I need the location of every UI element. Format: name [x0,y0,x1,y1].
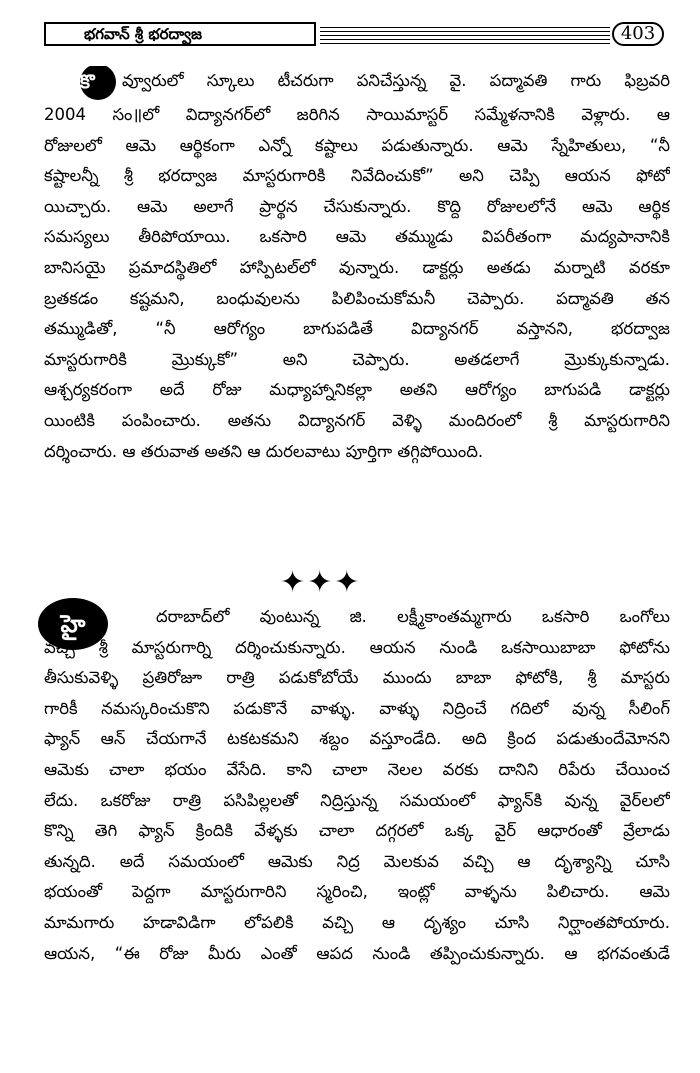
running-title: భగవాన్ శ్రీ భరద్వాజ [44,22,316,46]
text-line: భయంతో పెద్దగా మాస్టరుగారిని స్మరించి, ఇంట్లో వాళ్ళను పిలిచారు. ఆమె [44,882,670,902]
page-content [44,66,670,467]
paragraph-1 [44,66,670,467]
text-line: ఆయన, “ఈ రోజు మీరు ఎంతో ఆపద నుండి తప్పించుకున్నారు. ఆ భగవంతుడే [44,943,670,963]
page-number: 403 [612,22,664,46]
text-line: లేదు. ఒకరోజు రాత్రి పసిపిల్లలతో నిద్రిస్తున్న సమయంలో ఫ్యాన్‌కి వున్న వైర్‌లలో [44,790,670,810]
text-line: కొ వ్వూరులో స్కూలు టీచరుగా పనిచేస్తున్న వై. పద్మావతి గారు ఫిబ్రవరి [44,66,670,100]
drop-cap: కొ [80,66,116,100]
text-line: బ్రతకడం కష్టమని, బంధువులను పిలిపించుకోమనీ చెప్పారు. పద్మావతి తన [44,288,670,308]
text-line: యిచ్చారు. ఆమె అలాగే ప్రార్థన చేసుకున్నారు. కొద్ది రోజులలోనే ఆమె ఆర్థిక [44,196,670,216]
header-rule [320,35,610,36]
text-line: 2004 సం॥లో విద్యానగర్‌లో జరిగిన సాయిమాస్టర్ సమ్మేళనానికి వెళ్లారు. ఆ [44,105,670,124]
text-line: దర్శించారు. ఆ తరువాత అతని ఆ దురలవాటు పూర్తిగా తగ్గిపోయింది. [44,441,484,461]
header-rule [320,39,610,40]
text-line: సమస్యలు తీరిపోయాయి. ఒకసారి ఆమె తమ్ముడు విపరీతంగా మద్యపానానికి [44,227,670,247]
text-line: తున్నది. అదే సమయంలో ఆమెకు నిద్ర మెలకువ వచ్చి ఆ దృశ్యాన్ని చూసి [44,851,670,871]
text-line: తీసుకువెళ్ళి ప్రతిరోజూ రాత్రి పడుకోబోయే ముందు బాబా ఫోటోకి, శ్రీ మాస్టరు [44,668,670,688]
header-rule [320,31,610,32]
text-line: దరాబాద్‌లో వుంటున్న జి. లక్ష్మీకాంతమ్మగారు ఒకసారి ఒంగోలు [156,607,670,626]
text-line: మాస్టరుగారికి మ్రొక్కుకో” అని చెప్పారు. అతడలాగే మ్రొక్కుకున్నాడు. [44,349,670,369]
text-line: ఆమెకు చాలా భయం వేసేది. కాని చాలా నెలల వరకు దానిని రిపేరు చేయించ [44,759,670,779]
page-header [44,22,664,48]
text-line: యింటికి పంపించారు. అతను విద్యానగర్ వెళ్ళి మందిరంలో శ్రీ మాస్టరుగారిని [44,410,670,430]
header-rule [320,27,610,28]
text-line: బానిసయై ప్రమాదస్థితిలో హాస్పిటల్‌లో వున్నారు. డాక్టర్లు అతడు మర్నాటి వరకూ [44,257,670,277]
text-line: కొన్ని తెగి ఫ్యాన్ క్రిందికి వేళ్ళకు చాలా దగ్గరలో ఒక్క వైర్ ఆధారంతో వ్రేలాడు [44,821,670,841]
text-line: మామగారు హడావిడిగా లోపలికి వచ్చి ఆ దృశ్యం చూసి నిర్ఘాంతపోయారు. [44,912,670,932]
paragraph-2 [44,602,670,969]
text-line: కష్టాలన్నీ శ్రీ భరద్వాజ మాస్టరుగారికి నివేదించుకో” అని చెప్పి ఆయన ఫోటో [44,166,670,186]
text-line: గారికీ నమస్కరించుకొని పడుకొనే వాళ్ళు. వాళ్ళు నిద్రించే గదిలో వున్న సీలింగ్ [44,698,670,718]
header-rule [320,43,610,44]
text-line: రోజులలో ఆమె ఆర్థికంగా ఎన్నో కష్టాలు పడుతున్నారు. ఆమె స్నేహితులు, “నీ [44,135,670,155]
text-line: తమ్ముడితో, “నీ ఆరోగ్యం బాగుపడితే విద్యానగర్ వస్తానని, భరద్వాజ [44,319,670,339]
section-ornament: ✦✦✦ [280,565,362,600]
drop-cap: హై [38,598,108,650]
text-line: వచ్చి శ్రీ మాస్టరుగార్ని దర్శించుకున్నారు. ఆయన నుండి ఒకసాయిబాబా ఫోటోను [44,637,670,657]
text-line: ఫ్యాన్ ఆన్ చేయగానే టకటకమని శబ్దం వస్తూండేది. అది క్రింద పడుతుందేమోనని [44,729,670,749]
text-line: ఆశ్చర్యకరంగా అదే రోజు మధ్యాహ్నానికల్లా అతని ఆరోగ్యం బాగుపడి డాక్టర్లు [44,380,670,400]
